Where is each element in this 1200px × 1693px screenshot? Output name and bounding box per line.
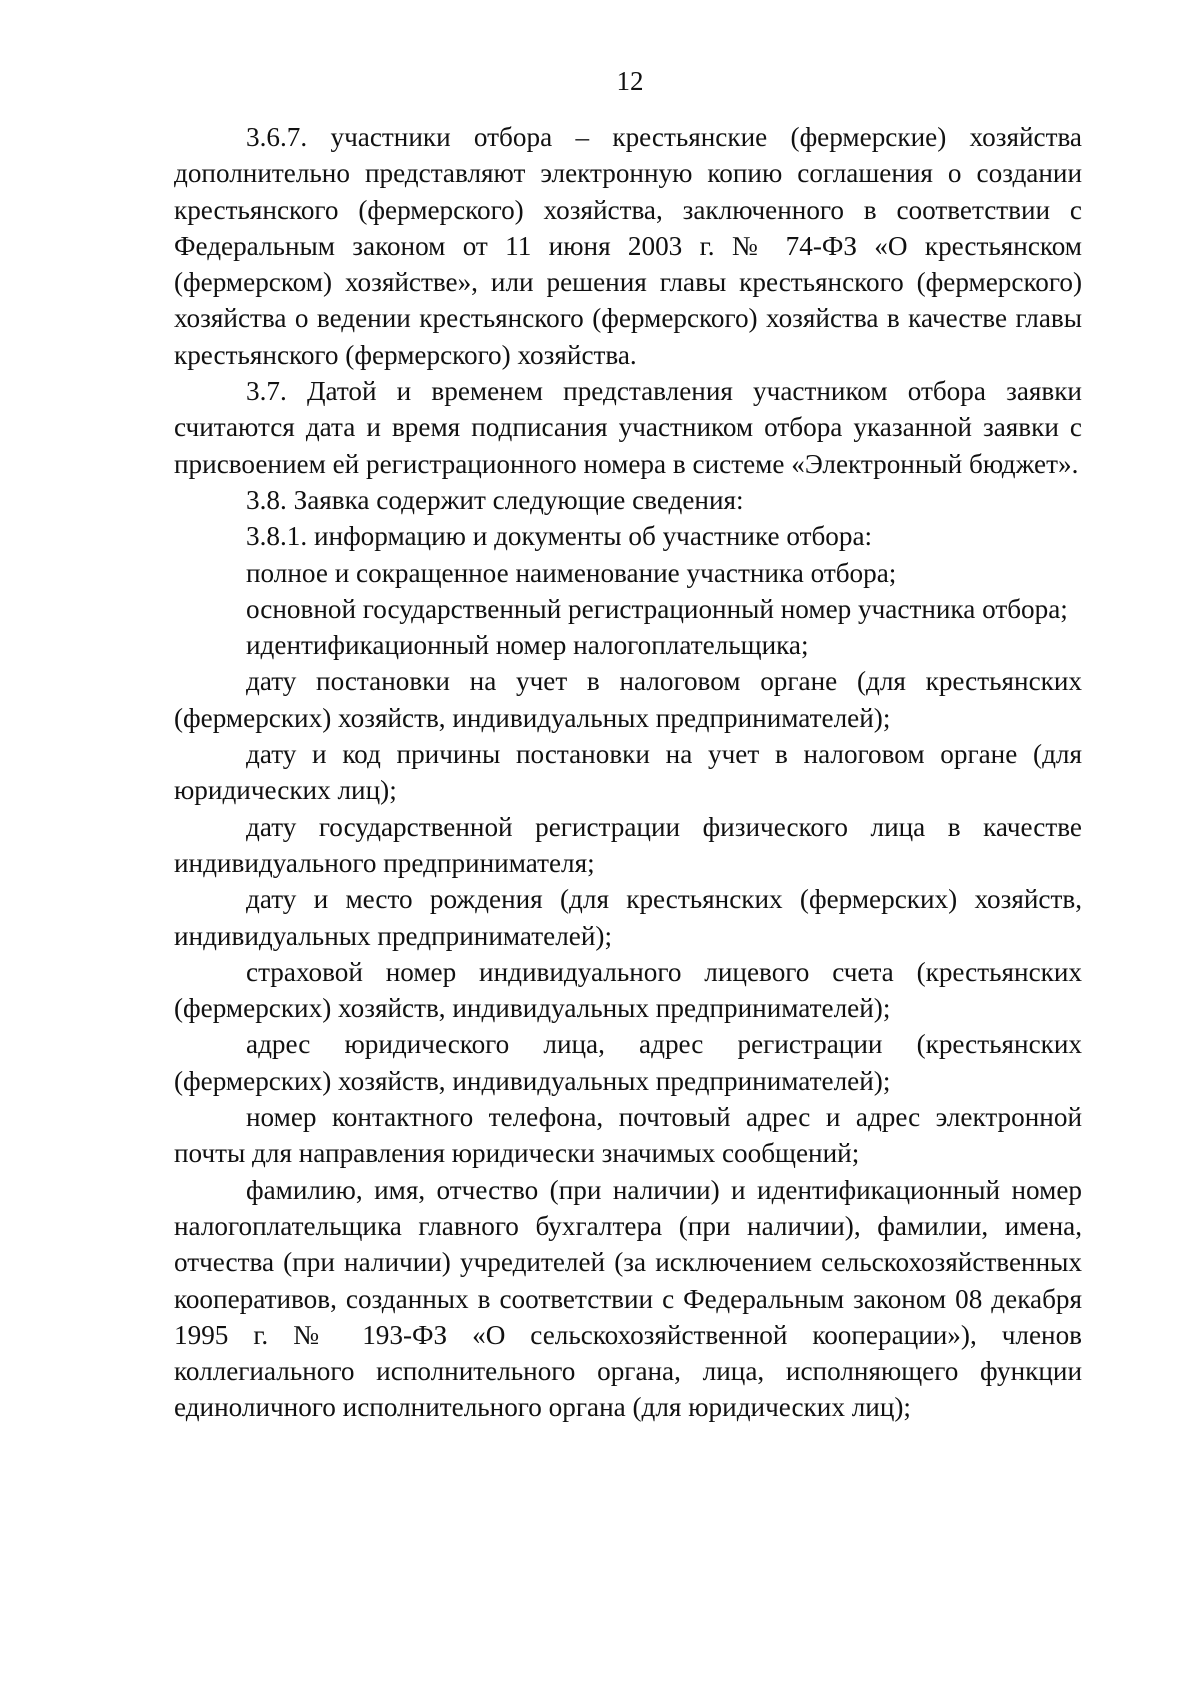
list-item: дату и место рождения (для крестьянских (фермерских) хозяйств, индивидуальных предпринимателей); [174,884,1082,951]
list-item: адрес юридического лица, адрес регистрации (крестьянских (фермерских) хозяйств, индивидуальных предпринимателей); [174,1029,1082,1096]
list-item: дату и код причины постановки на учет в налоговом органе (для юридических лиц); [174,739,1082,806]
paragraph-3-7: 3.7. Датой и временем представления участником отбора заявки считаются дата и время подписания участником отбора указанной заявки с присвоением ей регистрационного номера в системе «Электронный бюджет». [174,376,1082,479]
list-item: основной государственный регистрационный номер участника отбора; [246,593,1068,624]
paragraph-3-6-7: 3.6.7. участники отбора – крестьянские (фермерские) хозяйства дополнительно представляют электронную копию соглашения о создании крестьянского (фермерского) хозяйства, заключенного в соответствии с Федеральным законом от 11 июня 2003 г. № 74-ФЗ «О крестьянском (фермерском) хозяйстве», или решения главы крестьянского (фермерского) хозяйства о ведении крестьянского (фермерского) хозяйства в качестве главы крестьянского (фермерского) хозяйства. [174,122,1082,370]
paragraph-3-8-1: 3.8.1. информацию и документы об участнике отбора: [246,521,873,552]
list-item: идентификационный номер налогоплательщика; [246,630,809,661]
paragraph-3-8: 3.8. Заявка содержит следующие сведения: [246,484,744,515]
list-item: полное и сокращенное наименование участника отбора; [246,557,897,588]
list-item: дату государственной регистрации физического лица в качестве индивидуального предпринимателя; [174,811,1082,878]
list-item: фамилию, имя, отчество (при наличии) и идентификационный номер налогоплательщика главного бухгалтера (при наличии), фамилии, имена, отчества (при наличии) учредителей (за исключением сельскохозяйственных кооперативов, созданных в соответствии с Федеральным законом 08 декабря 1995 г. № 193-ФЗ «О сельскохозяйственной кооперации»), членов коллегиального исполнительного органа, лица, исполняющего функции единоличного исполнительного органа (для юридических лиц); [174,1174,1082,1423]
page-number: 12 [616,66,644,96]
list-item: номер контактного телефона, почтовый адрес и адрес электронной почты для направления юридически значимых сообщений; [174,1102,1082,1169]
list-item: страховой номер индивидуального лицевого счета (крестьянских (фермерских) хозяйств, индивидуальных предпринимателей); [174,956,1082,1024]
list-item: дату постановки на учет в налоговом органе (для крестьянских (фермерских) хозяйств, индивидуальных предпринимателей); [174,666,1082,733]
document-body [174,119,1082,1426]
